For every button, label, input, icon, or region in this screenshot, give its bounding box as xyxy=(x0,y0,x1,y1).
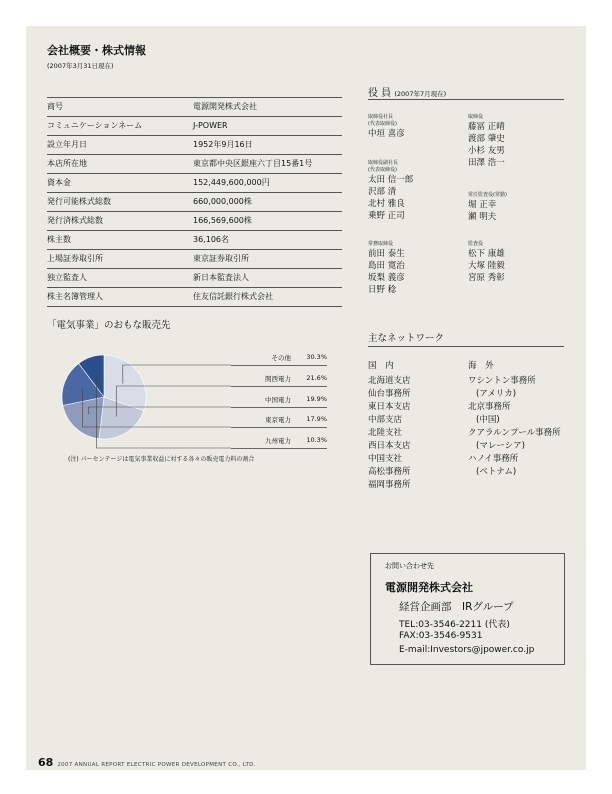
info-key: 独立監査人 xyxy=(47,273,87,282)
network-overseas-list xyxy=(468,375,561,479)
page-number: 68 xyxy=(38,756,54,769)
info-key: 株主数 xyxy=(47,235,71,244)
info-key: 資本金 xyxy=(47,178,71,187)
info-value: 東京都中央区銀座六丁目15番1号 xyxy=(193,159,313,168)
network-office: 北海道支店 xyxy=(368,376,411,386)
company-overview-title: 会社概要・株式情報 xyxy=(47,44,146,57)
network-office: 仙台事務所 xyxy=(368,389,411,399)
contact-company: 電源開発株式会社 xyxy=(385,581,473,594)
network-office: 高松事務所 xyxy=(368,467,411,477)
network-office: (ベトナム) xyxy=(476,467,517,477)
network-title: 主なネットワーク xyxy=(368,333,445,344)
sales-pie-chart xyxy=(54,347,154,447)
officer-name: 太田 信一郎 xyxy=(368,175,414,185)
network-office: (マレーシア) xyxy=(476,441,525,451)
company-info-table xyxy=(47,97,342,307)
legend-item xyxy=(231,391,327,408)
officer-group xyxy=(468,192,507,223)
officer-role: 監査役 xyxy=(468,241,484,247)
officer-name: 渡部 肇史 xyxy=(468,134,505,144)
legend-value: 19.9% xyxy=(306,395,327,403)
officer-name: 宮原 秀彰 xyxy=(468,273,505,283)
contact-label: お問い合わせ先 xyxy=(385,562,434,570)
network-office: 北京事務所 xyxy=(468,402,511,412)
network-office: 中国支社 xyxy=(368,454,403,464)
sales-section-title: 「電気事業」のおもな販売先 xyxy=(47,320,171,331)
officer-name: 島田 寛治 xyxy=(368,261,405,271)
officer-group xyxy=(468,114,505,169)
officer-role: 常任監査役(常勤) xyxy=(468,192,507,198)
network-overseas-heading: 海 外 xyxy=(468,361,497,371)
legend-item xyxy=(231,370,327,387)
network-office: 福岡事務所 xyxy=(368,480,411,490)
info-key: 設立年月日 xyxy=(47,140,87,149)
officer-name: 日野 稔 xyxy=(368,285,397,295)
legend-item xyxy=(231,349,327,366)
officer-name: 前田 泰生 xyxy=(368,249,405,259)
officer-name: 田澤 浩一 xyxy=(468,158,505,168)
info-value: 166,569,600株 xyxy=(193,216,252,225)
contact-email[interactable]: E-mail:Investors@jpower.co.jp xyxy=(399,645,535,655)
network-office: クアラルンプール事務所 xyxy=(468,428,561,438)
legend-value: 30.3% xyxy=(306,353,327,361)
legend-label: 関西電力 xyxy=(265,375,291,383)
company-overview-date: (2007年3月31日現在) xyxy=(47,62,114,70)
info-row xyxy=(47,154,342,173)
info-row xyxy=(47,135,342,154)
info-key: 上場証券取引所 xyxy=(47,254,103,263)
info-row xyxy=(47,268,342,287)
info-key: コミュニケーションネーム xyxy=(47,121,143,130)
info-value: J-POWER xyxy=(193,121,228,130)
officer-name: 中垣 喜彦 xyxy=(368,129,405,139)
legend-item xyxy=(231,432,327,449)
contact-tel: TEL:03-3546-2211 (代表) xyxy=(399,620,510,630)
info-row xyxy=(47,97,342,116)
info-row xyxy=(47,173,342,192)
info-value: 新日本監査法人 xyxy=(193,273,249,282)
info-row xyxy=(47,249,342,268)
network-domestic xyxy=(368,360,411,492)
officer-group xyxy=(368,241,405,296)
officer-role: 取締役 xyxy=(468,114,484,120)
network-overseas xyxy=(468,360,561,479)
report-page xyxy=(26,26,586,770)
legend-label: 九州電力 xyxy=(265,437,291,445)
legend-value: 21.6% xyxy=(306,374,327,382)
network-office: ワシントン事務所 xyxy=(468,376,536,386)
page-footer xyxy=(38,751,256,770)
officer-group xyxy=(468,241,505,284)
info-value: 電源開発株式会社 xyxy=(193,102,257,111)
officer-name: 乗野 正司 xyxy=(368,211,405,221)
info-row xyxy=(47,211,342,230)
contact-department: 経営企画部 IRグループ xyxy=(399,601,514,613)
info-key: 商号 xyxy=(47,102,63,111)
info-key: 株主名簿管理人 xyxy=(47,292,103,301)
network-office: 中部支店 xyxy=(368,415,403,425)
info-row xyxy=(47,230,342,249)
contact-fax: FAX:03-3546-9531 xyxy=(399,631,483,641)
info-key: 発行済株式総数 xyxy=(47,216,103,225)
network-office: 東日本支店 xyxy=(368,402,411,412)
officer-name: 瀬 明夫 xyxy=(468,212,497,222)
legend-item xyxy=(231,411,327,428)
officer-role: 常務取締役 xyxy=(368,241,394,247)
sales-note: (注) パーセンテージは電気事業収益に対する各々の販売電力料の割合 xyxy=(68,456,255,463)
info-row xyxy=(47,192,342,211)
info-row xyxy=(47,116,342,135)
officers-divider xyxy=(368,99,564,100)
officer-name: 小杉 友男 xyxy=(468,146,505,156)
officers-date: (2007年7月現在) xyxy=(394,90,447,98)
info-value: 1952年9月16日 xyxy=(193,140,253,149)
info-value: 660,000,000株 xyxy=(193,197,252,206)
info-value: 住友信託銀行株式会社 xyxy=(193,292,273,301)
officer-name: 堀 正幸 xyxy=(468,200,497,210)
info-key: 発行可能株式総数 xyxy=(47,197,111,206)
officers-heading: 役 員 xyxy=(368,88,392,99)
info-value: 152,449,600,000円 xyxy=(193,178,270,187)
network-office: (中国) xyxy=(476,415,500,425)
officer-role: 取締役社長 (代表取締役) xyxy=(368,114,397,127)
footer-text: 2007 ANNUAL REPORT ELECTRIC POWER DEVELOPMENT CO., LTD. xyxy=(57,762,256,768)
officer-group xyxy=(368,160,413,222)
info-value: 36,106名 xyxy=(193,235,229,244)
officer-name: 沢部 清 xyxy=(368,187,397,197)
info-row xyxy=(47,287,342,307)
officers-title xyxy=(368,84,446,99)
info-value: 東京証券取引所 xyxy=(193,254,249,263)
officer-name: 北村 雅良 xyxy=(368,199,405,209)
network-office: 北陸支社 xyxy=(368,428,403,438)
legend-label: 中国電力 xyxy=(265,396,291,404)
legend-label: その他 xyxy=(271,354,291,362)
network-office: (アメリカ) xyxy=(476,389,517,399)
network-domestic-list xyxy=(368,375,411,492)
legend-value: 17.9% xyxy=(306,415,327,423)
contact-box xyxy=(370,553,565,665)
network-office: 西日本支店 xyxy=(368,441,411,451)
officer-name: 藤冨 正晴 xyxy=(468,122,505,132)
network-divider xyxy=(368,346,564,347)
officer-name: 松下 康雄 xyxy=(468,249,505,259)
officer-name: 大塚 陸毅 xyxy=(468,261,505,271)
network-domestic-heading: 国 内 xyxy=(368,361,397,371)
legend-value: 10.3% xyxy=(306,436,327,444)
info-key: 本店所在地 xyxy=(47,159,87,168)
officer-group xyxy=(368,114,405,140)
officer-role: 取締役副社長 (代表取締役) xyxy=(368,160,399,173)
network-office: ハノイ事務所 xyxy=(468,454,519,464)
officer-name: 坂梨 義彦 xyxy=(368,273,405,283)
legend-label: 東京電力 xyxy=(265,416,291,424)
